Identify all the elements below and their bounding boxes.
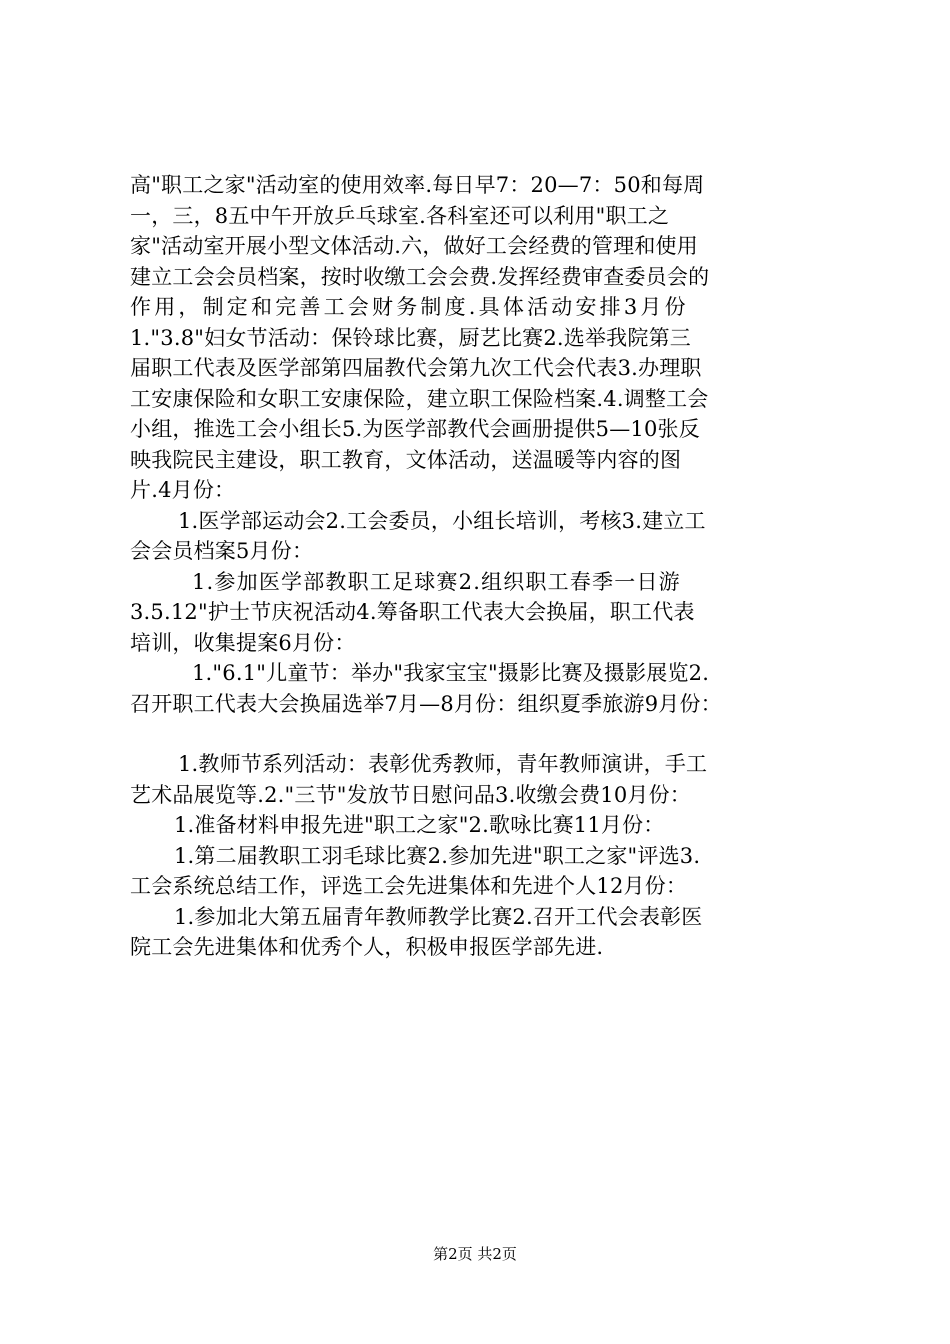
- text-line: 1.教师节系列活动：表彰优秀教师，青年教师演讲，手工: [178, 752, 708, 776]
- text-line: 工安康保险和女职工安康保险，建立职工保险档案.4.调整工会: [130, 386, 709, 411]
- text-line: 艺术品展览等.2."三节"发放节日慰问品3.收缴会费10月份：: [130, 782, 691, 807]
- blank-line: [130, 719, 830, 749]
- text-line: 一，三，8五中午开放乒乓球室.各科室还可以利用"职工之: [130, 203, 670, 228]
- text-line: 召开职工代表大会换届选举7月—8月份：组织夏季旅游9月份：: [130, 691, 722, 716]
- text-line: 家"活动室开展小型文体活动.六，做好工会经费的管理和使用: [130, 234, 698, 258]
- text-line: 工会系统总结工作，评选工会先进集体和先进个人12月份：: [130, 874, 688, 898]
- text-line: 院工会先进集体和优秀个人，积极申报医学部先进.: [130, 935, 604, 959]
- text-line: 1.参加北大第五届青年教师教学比赛2.召开工代会表彰医: [174, 904, 703, 929]
- text-line: 高"职工之家"活动室的使用效率.每日早7：20—7：50和每周: [130, 173, 705, 197]
- page-number-footer: 第2页 共2页: [433, 1245, 517, 1263]
- text-line: 片.4月份：: [130, 478, 236, 502]
- text-line: 届职工代表及医学部第四届教代会第九次工代会代表3.办理职: [130, 356, 702, 380]
- text-line: 映我院民主建设，职工教育，文体活动，送温暖等内容的图: [130, 447, 682, 472]
- text-line: 建立工会会员档案，按时收缴工会会费.发挥经费审查委员会的: [130, 264, 710, 289]
- text-line: 1.参加医学部教职工足球赛2.组织职工春季一日游: [192, 569, 681, 594]
- text-line: 小组，推选工会小组长5.为医学部教代会画册提供5—10张反: [130, 417, 700, 441]
- text-line: 1.第二届教职工羽毛球比赛2.参加先进"职工之家"评选3.: [174, 843, 701, 868]
- text-line: 会会员档案5月份：: [130, 539, 314, 563]
- text-line: 作用，制定和完善工会财务制度.具体活动安排3月份: [130, 295, 689, 319]
- text-line: 1.准备材料申报先进"职工之家"2.歌咏比赛11月份：: [174, 813, 665, 837]
- body-text: [130, 170, 830, 963]
- text-line: 1.医学部运动会2.工会委员，小组长培训，考核3.建立工: [178, 508, 706, 533]
- text-line: 3.5.12"护士节庆祝活动4.筹备职工代表大会换届，职工代表: [130, 600, 695, 624]
- text-line: 1."6.1"儿童节：举办"我家宝宝"摄影比赛及摄影展览2.: [192, 661, 710, 685]
- text-line: 1."3.8"妇女节活动：保铃球比赛，厨艺比赛2.选举我院第三: [130, 325, 691, 350]
- text-line: 培训，收集提案6月份：: [130, 630, 356, 655]
